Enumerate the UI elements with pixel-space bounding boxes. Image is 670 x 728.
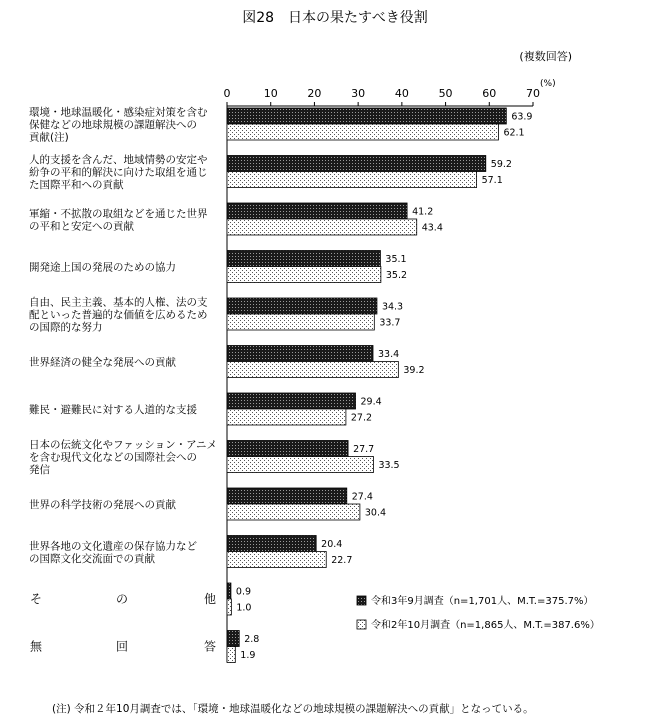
category-label: の国際的な努力 bbox=[29, 321, 103, 334]
bar-r3 bbox=[227, 251, 380, 267]
value-label: 34.3 bbox=[381, 301, 404, 313]
value-label: 41.2 bbox=[412, 206, 434, 218]
bar-r2 bbox=[227, 552, 326, 568]
bar-r2 bbox=[227, 409, 346, 425]
value-label: 27.4 bbox=[351, 491, 373, 503]
legend-label-r3: 令和3年9月調査（n=1,701人、M.T.=375.7%） bbox=[371, 596, 594, 607]
value-label: 57.1 bbox=[481, 175, 503, 186]
bar-r2 bbox=[227, 219, 417, 235]
value-label: 1.0 bbox=[236, 602, 252, 614]
value-label: 33.5 bbox=[378, 460, 400, 471]
category-char: 答 bbox=[203, 639, 217, 654]
category-label: 保健などの地球規模の課題解決への bbox=[29, 119, 197, 131]
category-label: を含む現代文化などの国際社会への bbox=[29, 451, 197, 464]
x-tick-label: 40 bbox=[394, 87, 409, 100]
bar-r3 bbox=[227, 536, 316, 552]
category-label: 環境・地球温暖化・感染症対策を含む bbox=[29, 106, 208, 119]
unit-label: (%) bbox=[540, 79, 556, 89]
x-tick-label: 70 bbox=[526, 87, 540, 100]
value-label: 27.2 bbox=[350, 412, 373, 424]
value-label: 22.7 bbox=[331, 555, 353, 566]
value-label: 0.9 bbox=[235, 586, 252, 598]
bar-r3 bbox=[227, 156, 486, 172]
chart-title: 図28 日本の果たすべき役割 bbox=[242, 10, 428, 26]
category-label: 世界経済の健全な発展への貢献 bbox=[29, 356, 176, 369]
bar-r3 bbox=[227, 298, 377, 314]
category-char: の bbox=[115, 592, 129, 606]
category-label: 貢献(注) bbox=[29, 131, 69, 144]
value-label: 2.8 bbox=[244, 634, 260, 645]
value-label: 35.1 bbox=[385, 254, 407, 265]
value-label: 20.4 bbox=[321, 539, 343, 550]
bar-r3 bbox=[227, 203, 407, 219]
bar-r3 bbox=[227, 108, 506, 124]
x-tick-label: 0 bbox=[223, 87, 231, 100]
value-label: 33.7 bbox=[379, 317, 401, 329]
bar-r2 bbox=[227, 504, 360, 520]
legend bbox=[357, 594, 600, 631]
value-label: 33.4 bbox=[378, 349, 400, 360]
category-label: の平和と安定への貢献 bbox=[29, 220, 134, 233]
value-label: 62.1 bbox=[503, 127, 525, 139]
bars-layer bbox=[227, 108, 532, 663]
category-label: 紛争の平和的解決に向けた取組を通じ bbox=[29, 166, 208, 179]
value-label: 59.2 bbox=[490, 159, 512, 170]
footnote: (注) 令和２年10月調査では、「環境・地球温暖化などの地球規模の課題解決への貢献」となっている。 bbox=[52, 703, 534, 715]
x-tick-label: 20 bbox=[307, 87, 322, 100]
bar-r2 bbox=[227, 172, 477, 188]
category-char: そ bbox=[29, 592, 43, 606]
value-label: 39.2 bbox=[403, 365, 425, 376]
bar-r2 bbox=[227, 267, 381, 283]
category-label: 開発途上国の発展のための協力 bbox=[29, 261, 176, 274]
bar-r2 bbox=[227, 362, 398, 378]
value-label: 30.4 bbox=[364, 507, 387, 519]
category-label: 発信 bbox=[29, 464, 50, 476]
category-label: 世界の科学技術の発展への貢献 bbox=[29, 499, 176, 511]
category-label: 人的支援を含んだ、地域情勢の安定や bbox=[29, 154, 208, 166]
category-label: 難民・避難民に対する人道的な支援 bbox=[29, 404, 197, 416]
value-label: 1.9 bbox=[240, 650, 256, 661]
category-label: 日本の伝統文化やファッション・アニメ bbox=[29, 439, 218, 451]
category-label: 自由、民主主義、基本的人権、法の支 bbox=[29, 296, 208, 309]
category-char: 他 bbox=[203, 592, 217, 606]
category-label: た国際平和への貢献 bbox=[29, 179, 124, 191]
category-label: の国際文化交流面での貢献 bbox=[29, 552, 155, 565]
x-tick-label: 10 bbox=[263, 87, 278, 100]
value-label: 27.7 bbox=[353, 444, 375, 455]
bar-r2 bbox=[227, 314, 374, 330]
x-tick-label: 50 bbox=[438, 87, 453, 100]
value-label: 63.9 bbox=[511, 111, 533, 123]
bar-r3 bbox=[227, 488, 347, 504]
bar-r3 bbox=[227, 441, 348, 457]
value-label: 35.2 bbox=[385, 270, 408, 281]
chart-subtitle: (複数回答) bbox=[519, 50, 572, 63]
bar-r3 bbox=[227, 583, 231, 599]
value-label: 29.4 bbox=[360, 396, 382, 408]
bar-r2 bbox=[227, 457, 373, 473]
bar-r3 bbox=[227, 631, 239, 647]
bar-r2 bbox=[227, 599, 231, 615]
x-tick-label: 60 bbox=[482, 87, 497, 100]
legend-swatch-r3 bbox=[357, 596, 366, 605]
category-labels bbox=[29, 106, 217, 654]
bar-r2 bbox=[227, 124, 498, 140]
category-label: 世界各地の文化遺産の保存協力など bbox=[29, 540, 197, 553]
bar-r3 bbox=[227, 346, 373, 362]
category-label: 軍縮・不拡散の取組などを通じた世界 bbox=[29, 207, 208, 220]
category-char: 回 bbox=[115, 639, 129, 654]
legend-swatch-r2 bbox=[357, 620, 366, 629]
bar-r3 bbox=[227, 393, 356, 409]
value-label: 43.4 bbox=[421, 222, 443, 234]
category-char: 無 bbox=[29, 639, 43, 654]
bar-r2 bbox=[227, 647, 235, 663]
x-tick-label: 30 bbox=[351, 87, 366, 100]
legend-label-r2: 令和2年10月調査（n=1,865人、M.T.=387.6%） bbox=[371, 620, 600, 631]
category-label: 配といった普遍的な価値を広めるため bbox=[29, 309, 208, 321]
